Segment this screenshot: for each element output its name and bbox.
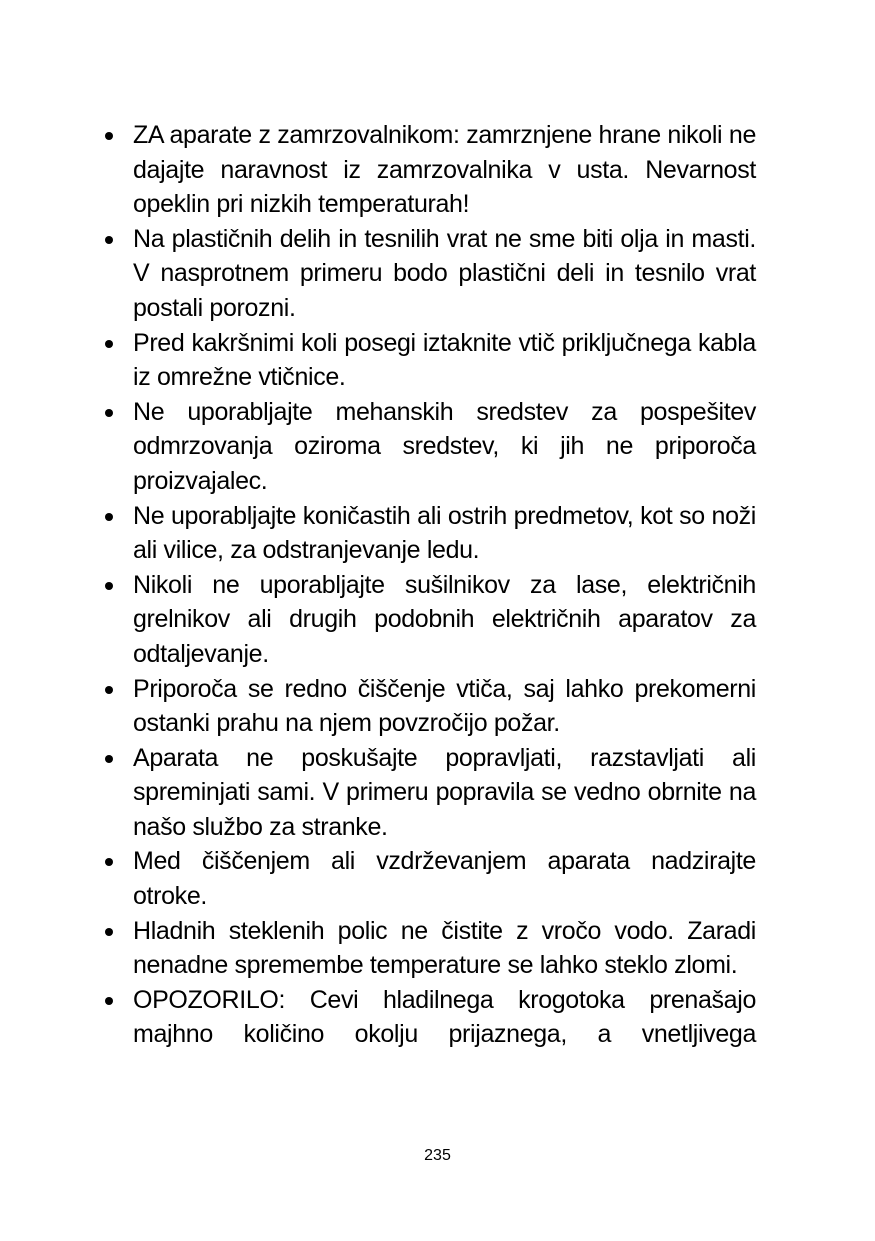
list-item-text: Na plastičnih delih in tesnilih vrat ne sme biti olja in masti. V nasprotnem primeru bodo plastični deli in tesnilo vrat postali porozni. — [133, 224, 756, 322]
list-item-text: Aparata ne poskušajte popravljati, razstavljati ali spreminjati sami. V primeru popravila se vedno obrnite na našo službo za stranke. — [133, 743, 756, 841]
bullet-icon — [105, 513, 113, 521]
page-number: 235 — [424, 1147, 451, 1164]
list-item — [105, 395, 756, 499]
list-item-text: Ne uporabljajte mehanskih sredstev za pospešitev odmrzovanja oziroma sredstev, ki jih ne priporoča proizvajalec. — [133, 397, 756, 495]
list-item — [105, 844, 756, 913]
list-item-text: Ne uporabljajte koničastih ali ostrih predmetov, kot so noži ali vilice, za odstranjevanje ledu. — [133, 501, 756, 565]
safety-instructions — [105, 118, 756, 1052]
list-item — [105, 118, 756, 222]
bullet-icon — [105, 582, 113, 590]
bullet-list — [105, 118, 756, 1052]
list-item-text: Hladnih steklenih polic ne čistite z vročo vodo. Zaradi nenadne spremembe temperature se lahko steklo zlomi. — [133, 916, 756, 980]
bullet-icon — [105, 686, 113, 694]
list-item — [105, 568, 756, 672]
list-item — [105, 499, 756, 568]
bullet-icon — [105, 858, 113, 866]
list-item — [105, 326, 756, 395]
bullet-icon — [105, 340, 113, 348]
bullet-icon — [105, 236, 113, 244]
list-item-text: Pred kakršnimi koli posegi iztaknite vtič priključnega kabla iz omrežne vtičnice. — [133, 328, 756, 392]
list-item — [105, 741, 756, 845]
bullet-icon — [105, 132, 113, 140]
list-item — [105, 914, 756, 983]
list-item — [105, 672, 756, 741]
bullet-icon — [105, 755, 113, 763]
list-item-text: Priporoča se redno čiščenje vtiča, saj lahko prekomerni ostanki prahu na njem povzročijo požar. — [133, 674, 756, 738]
bullet-icon — [105, 997, 113, 1005]
list-item-text: Nikoli ne uporabljajte sušilnikov za lase, električnih grelnikov ali drugih podobnih električnih aparatov za odtaljevanje. — [133, 570, 756, 668]
list-item-text: ZA aparate z zamrzovalnikom: zamrznjene hrane nikoli ne dajajte naravnost iz zamrzovalnika v usta. Nevarnost opeklin pri nizkih temperaturah! — [133, 121, 756, 219]
bullet-icon — [105, 928, 113, 936]
list-item-text: Med čiščenjem ali vzdrževanjem aparata nadzirajte otroke. — [133, 847, 756, 911]
bullet-icon — [105, 409, 113, 417]
list-item — [105, 983, 756, 1052]
list-item-text: OPOZORILO: Cevi hladilnega krogotoka prenašajo majhno količino okolju prijaznega, a vnetljivega — [133, 985, 756, 1049]
list-item — [105, 222, 756, 326]
